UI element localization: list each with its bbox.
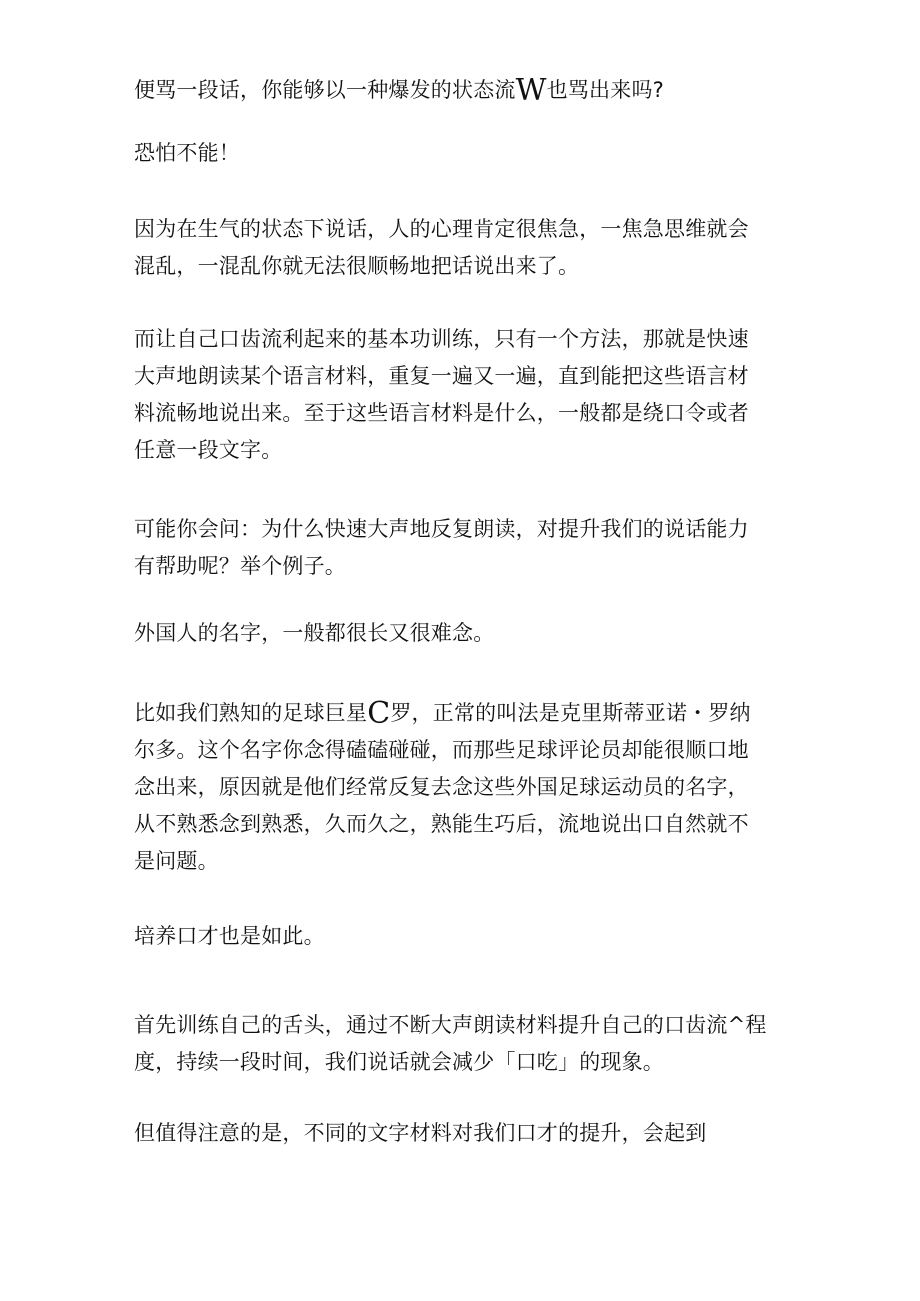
paragraph-4 — [134, 321, 784, 469]
paragraph-4-line: 大声地朗读某个语言材料，重复一遍又一遍，直到能把这些语言材 — [134, 364, 749, 388]
paragraph-7 — [134, 695, 784, 880]
paragraph-4-line: 而让自己口齿流利起来的基本功训练，只有一个方法，那就是快速 — [134, 327, 749, 351]
paragraph-7-line: 是问题。 — [134, 849, 219, 873]
paragraph-10: 但值得注意的是，不同的文字材料对我们口才的提升，会起到 — [134, 1121, 707, 1145]
paragraph-7-text-after: 罗，正常的叫法是克里斯蒂亚诺・罗纳 — [390, 701, 751, 725]
paragraph-4-line: 料流畅地说出来。至于这些语言材料是什么，一般都是绕口令或者 — [134, 401, 749, 425]
paragraph-1 — [134, 72, 784, 109]
paragraph-7-line: 从不熟悉念到熟悉，久而久之，熟能生巧后，流地说出口自然就不 — [134, 812, 749, 836]
paragraph-5-line: 可能你会问：为什么快速大声地反复朗读，对提升我们的说话能力 — [134, 517, 749, 541]
paragraph-1-big-letter: W — [515, 73, 547, 108]
paragraph-4-line: 任意一段文字。 — [134, 438, 283, 462]
paragraph-2: 恐怕不能！ — [134, 141, 240, 165]
paragraph-6: 外国人的名字，一般都很长又很难念。 — [134, 621, 495, 645]
paragraph-7-big-letter: C — [367, 696, 391, 731]
paragraph-1-text-after: 也骂出来吗? — [546, 78, 665, 102]
paragraph-8: 培养口才也是如此。 — [134, 924, 325, 948]
paragraph-9 — [134, 1007, 784, 1081]
paragraph-5-line: 有帮助呢？举个例子。 — [134, 554, 346, 578]
paragraph-7-line: 尔多。这个名字你念得磕磕碰碰，而那些足球评论员却能很顺口地 — [134, 738, 749, 762]
paragraph-7-line: 念出来，原因就是他们经常反复去念这些外国足球运动员的名字， — [134, 775, 749, 799]
paragraph-9-line: 首先训练自己的舌头，通过不断大声朗读材料提升自己的口齿流^程 — [134, 1013, 767, 1037]
paragraph-3-line: 因为在生气的状态下说话，人的心理肯定很焦急，一焦急思维就会 — [134, 217, 749, 241]
paragraph-9-line: 度，持续一段时间，我们说话就会减少「口吃」的现象。 — [134, 1050, 664, 1074]
paragraph-3-line: 混乱，一混乱你就无法很顺畅地把话说出来了。 — [134, 254, 580, 278]
paragraph-5 — [134, 511, 784, 585]
paragraph-1-text-before: 便骂一段话，你能够以一种爆发的状态流 — [134, 78, 516, 102]
paragraph-7-text-before: 比如我们熟知的足球巨星 — [134, 701, 368, 725]
paragraph-3 — [134, 211, 784, 285]
